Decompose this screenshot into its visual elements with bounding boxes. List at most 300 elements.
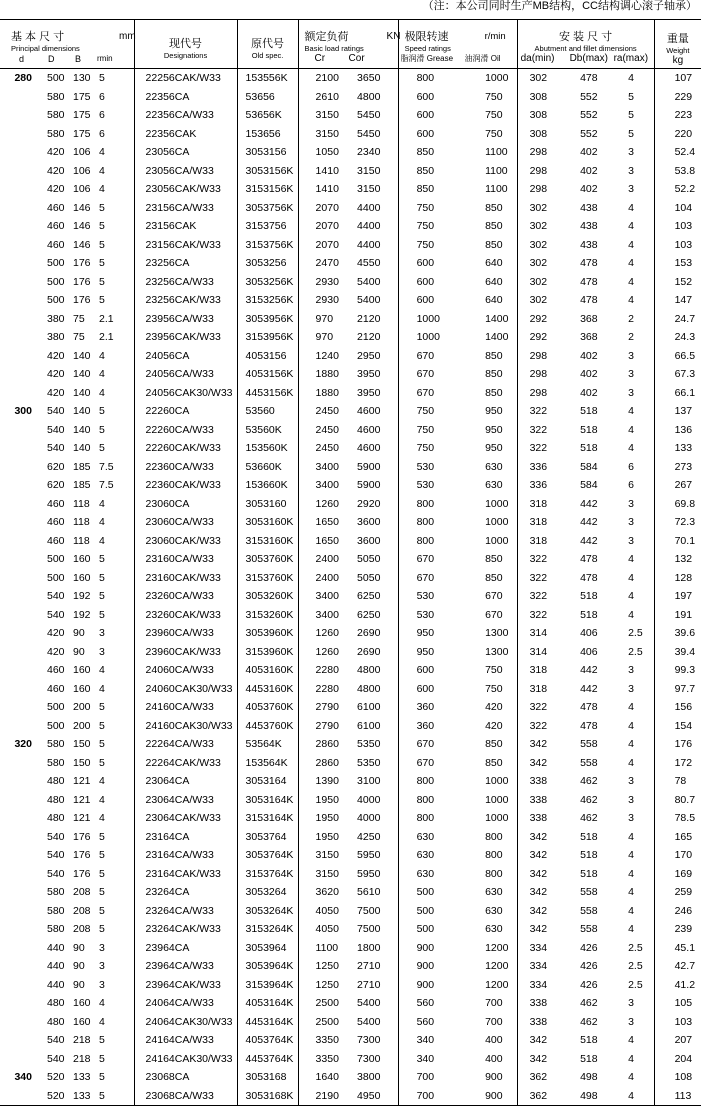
cell-cor: 4550 [357,257,381,269]
cell-da: 298 [517,180,563,199]
cell-db: 462 [580,812,598,824]
cell-da: 342 [517,735,563,754]
cell-old-spec: 3053256K [237,273,298,292]
cell-outer-d: 480 [47,812,65,824]
cell-d [0,328,38,347]
cell-grease-speed: 850 [398,143,457,162]
cell-weight: 105 [654,994,701,1013]
cell-ra: 3 [628,497,634,510]
cell-cr: 1640 [298,1068,353,1087]
cell-ra: 2.5 [628,627,643,639]
cell-weight: 239 [654,920,701,939]
cell-cor: 2340 [357,146,381,158]
cell-cor: 5350 [357,756,381,769]
cell-grease-speed: 600 [398,254,457,273]
cell-outer-d: 540 [47,849,65,861]
cell-cr: 1950 [298,828,353,847]
cell-cr: 1410 [298,180,353,199]
cell-ra: 4 [628,275,634,288]
cell-grease-speed: 670 [398,347,457,366]
cell-weight: 107 [654,69,701,88]
cell-db: 402 [580,386,598,399]
cell-da: 322 [517,698,563,717]
cell-da: 298 [517,347,563,366]
cell-weight: 170 [654,846,701,865]
cell-width-b: 140 [73,442,91,454]
cell-designation: 22260CA/W33 [134,421,237,440]
cell-db: 518 [580,405,598,417]
cell-d [0,939,38,958]
cell-da: 342 [517,920,563,939]
cell-db: 478 [580,72,598,84]
table-row [0,254,701,273]
cell-outer-d: 440 [47,978,65,991]
cell-ra: 6 [628,479,634,491]
cell-ra: 3 [628,812,634,824]
table-row [0,717,701,736]
cell-outer-d: 500 [47,72,65,84]
col-da: da(min) [520,53,555,64]
cell-width-b: 160 [73,1015,91,1028]
cell-outer-d: 500 [47,719,65,732]
cell-da: 318 [517,495,563,514]
table-row [0,162,701,181]
cell-old-spec: 4053764K [237,1031,298,1050]
cell-weight: 113 [654,1087,701,1106]
cell-oil-speed: 1200 [485,960,509,972]
cell-cr: 1410 [298,162,353,181]
cell-weight: 103 [654,236,701,255]
col-cr: Cr [314,53,326,64]
cell-da: 308 [517,88,563,107]
cell-grease-speed: 1000 [398,328,457,347]
cell-ra: 2.5 [628,941,643,954]
cell-grease-speed: 670 [398,569,457,588]
cell-d [0,883,38,902]
cell-outer-d: 580 [47,109,65,121]
cell-rmin: 3 [99,941,105,954]
cell-cor: 5400 [357,1015,381,1028]
cell-oil-speed: 1100 [485,183,508,195]
cell-outer-d: 420 [47,183,65,195]
cell-width-b: 218 [73,1034,91,1046]
cell-cor: 7300 [357,1052,381,1065]
cell-weight: 108 [654,1068,701,1087]
cell-weight: 147 [654,291,701,310]
cell-db: 478 [580,294,598,306]
cell-width-b: 175 [73,127,91,140]
cell-grease-speed: 500 [398,883,457,902]
cell-grease-speed: 850 [398,162,457,181]
designation-header [134,20,237,69]
cell-ra: 4 [628,886,634,898]
cell-outer-d: 420 [47,349,65,362]
cell-cr: 2190 [298,1087,353,1106]
cell-cor: 5450 [357,109,381,121]
table-row [0,69,701,88]
cell-oil-speed: 850 [485,738,503,750]
cell-old-spec: 3153160K [237,532,298,551]
cell-grease-speed: 750 [398,236,457,255]
cell-grease-speed: 630 [398,865,457,884]
cell-designation: 24160CA/W33 [134,698,237,717]
old-spec-title: 原代号 [251,38,285,50]
speed-title: 极限转速 [404,31,449,43]
cell-rmin: 3 [99,960,105,972]
dims-title: 基 本 尺 寸 [11,31,65,43]
cell-outer-d: 500 [47,553,65,565]
cell-designation: 23160CAK/W33 [134,569,237,588]
cell-width-b: 208 [73,923,91,935]
cell-weight: 103 [654,1013,701,1032]
cell-cr: 1250 [298,957,353,976]
cell-cr: 2100 [298,69,353,88]
cell-weight: 156 [654,698,701,717]
cell-oil-speed: 800 [485,867,503,880]
cell-cor: 5400 [357,275,381,288]
cell-designation: 23960CA/W33 [134,624,237,643]
cell-db: 558 [580,904,598,917]
cell-old-spec: 3053756K [237,199,298,218]
cell-oil-speed: 420 [485,701,503,713]
cell-da: 362 [517,1068,563,1087]
cell-oil-speed: 1000 [485,72,509,84]
cell-ra: 4 [628,849,634,861]
cell-designation: 22356CAK [134,125,237,144]
cell-cr: 3400 [298,587,353,606]
cell-outer-d: 520 [47,1071,65,1083]
cell-outer-d: 420 [47,386,65,399]
cell-oil-speed: 700 [485,997,503,1009]
cell-da: 342 [517,754,563,773]
cell-da: 322 [517,569,563,588]
dims-header [0,20,134,69]
cell-ra: 4 [628,553,634,565]
cell-width-b: 185 [73,460,91,473]
cell-ra: 4 [628,590,634,602]
cell-outer-d: 480 [47,793,65,806]
cell-rmin: 5 [99,738,105,750]
cell-outer-d: 540 [47,590,65,602]
cell-db: 368 [580,331,598,343]
cell-outer-d: 500 [47,294,65,306]
cell-width-b: 200 [73,719,91,732]
cell-outer-d: 480 [47,1015,65,1028]
cell-grease-speed: 750 [398,217,457,236]
table-row [0,1031,701,1050]
cell-weight: 78.5 [654,809,701,828]
cell-cor: 3600 [357,534,381,547]
cell-outer-d: 540 [47,423,65,436]
cell-designation: 23264CA [134,883,237,902]
cell-d [0,365,38,384]
cell-d [0,791,38,810]
cell-grease-speed: 340 [398,1031,457,1050]
cell-rmin: 4 [99,386,105,399]
cell-grease-speed: 800 [398,532,457,551]
cell-rmin: 7.5 [99,479,114,491]
cell-cor: 5950 [357,849,381,861]
col-rmin: rmin [97,54,113,63]
cell-cor: 4250 [357,830,381,843]
cell-rmin: 5 [99,275,105,288]
cell-ra: 3 [628,997,634,1009]
cell-da: 302 [517,69,563,88]
cell-cor: 7300 [357,1034,381,1046]
cell-da: 336 [517,458,563,477]
cell-oil-speed: 750 [485,109,503,121]
cell-ra: 4 [628,867,634,880]
cell-da: 342 [517,846,563,865]
cell-cr: 1260 [298,624,353,643]
cell-cor: 6250 [357,590,381,602]
cell-width-b: 146 [73,220,91,232]
cell-outer-d: 460 [47,497,65,510]
cell-ra: 5 [628,109,634,121]
table-row [0,791,701,810]
cell-oil-speed: 630 [485,923,503,935]
cell-cr: 2070 [298,217,353,236]
cell-width-b: 150 [73,756,91,769]
cell-d [0,217,38,236]
table-row [0,828,701,847]
cell-old-spec: 3053168K [237,1087,298,1106]
cell-db: 518 [580,608,598,621]
cell-ra: 4 [628,1034,634,1046]
cell-d [0,199,38,218]
cell-db: 442 [580,497,598,510]
cell-da: 314 [517,643,563,662]
table-row [0,698,701,717]
cell-width-b: 90 [73,978,85,991]
table-row [0,587,701,606]
cell-ra: 4 [628,1071,634,1083]
cell-oil-speed: 640 [485,294,503,306]
cell-old-spec: 3053164K [237,791,298,810]
cell-d [0,273,38,292]
cell-designation: 23164CA [134,828,237,847]
cell-weight: 246 [654,902,701,921]
cell-rmin: 4 [99,793,105,806]
cell-cr: 2610 [298,88,353,107]
cell-oil-speed: 420 [485,719,503,732]
cell-d [0,125,38,144]
cell-cor: 3950 [357,386,381,399]
cell-oil-speed: 1300 [485,645,509,658]
cell-oil-speed: 950 [485,442,503,454]
cell-da: 342 [517,828,563,847]
cell-grease-speed: 900 [398,939,457,958]
cell-designation: 23068CA [134,1068,237,1087]
cell-outer-d: 420 [47,368,65,380]
load-subtitle: Basic load ratings [304,44,364,53]
cell-d [0,994,38,1013]
cell-grease-speed: 700 [398,1068,457,1087]
cell-width-b: 140 [73,349,91,362]
cell-oil-speed: 1000 [485,812,509,824]
cell-cor: 2120 [357,331,381,343]
cell-designation: 23056CA [134,143,237,162]
cell-db: 402 [580,183,598,195]
cell-weight: 104 [654,199,701,218]
cell-designation: 23060CA [134,495,237,514]
cell-d [0,957,38,976]
col-d: d [19,54,25,64]
cell-outer-d: 460 [47,664,65,676]
cell-width-b: 118 [73,516,90,528]
cell-oil-speed: 950 [485,423,503,436]
cell-designation: 23160CA/W33 [134,550,237,569]
cell-old-spec: 4053164K [237,994,298,1013]
cell-weight: 267 [654,476,701,495]
cell-old-spec: 153660K [237,476,298,495]
cell-rmin: 5 [99,442,105,454]
cell-rmin: 5 [99,294,105,306]
cell-old-spec: 3053168 [237,1068,298,1087]
cell-db: 518 [580,590,598,602]
table-row [0,328,701,347]
cell-weight: 42.7 [654,957,701,976]
cell-width-b: 176 [73,849,91,861]
cell-designation: 23260CAK/W33 [134,606,237,625]
cell-db: 584 [580,479,598,491]
cell-weight: 137 [654,402,701,421]
cell-rmin: 4 [99,664,105,676]
cell-designation: 24164CA/W33 [134,1031,237,1050]
cell-d [0,976,38,995]
cell-oil-speed: 850 [485,553,503,565]
table-row [0,754,701,773]
cell-d [0,1013,38,1032]
cell-da: 322 [517,587,563,606]
cell-width-b: 106 [73,146,91,158]
cell-width-b: 208 [73,904,91,917]
cell-db: 438 [580,220,598,232]
cell-width-b: 130 [73,72,91,84]
cell-width-b: 75 [73,312,85,325]
cell-old-spec: 3153256K [237,291,298,310]
cell-rmin: 5 [99,1052,105,1065]
speed-unit: r/min [484,31,506,42]
cell-db: 462 [580,997,598,1009]
cell-db: 462 [580,775,598,787]
cell-d [0,458,38,477]
cell-cr: 3150 [298,125,353,144]
cell-grease-speed: 500 [398,920,457,939]
cell-old-spec: 3053156K [237,162,298,181]
cell-d [0,569,38,588]
cell-da: 314 [517,624,563,643]
cell-oil-speed: 1300 [485,627,509,639]
cell-d [0,291,38,310]
cell-old-spec: 153560K [237,439,298,458]
cell-db: 438 [580,238,598,251]
cell-ra: 4 [628,294,634,306]
cell-cr: 1250 [298,976,353,995]
cell-db: 552 [580,127,598,140]
cell-cor: 5900 [357,460,381,473]
cell-grease-speed: 750 [398,421,457,440]
cell-ra: 4 [628,72,634,84]
cell-old-spec: 4053160K [237,661,298,680]
table-row [0,902,701,921]
cell-outer-d: 540 [47,405,65,417]
cell-d [0,698,38,717]
cell-weight: 80.7 [654,791,701,810]
cell-rmin: 5 [99,756,105,769]
cell-db: 406 [580,627,598,639]
cell-ra: 3 [628,164,634,177]
cell-rmin: 4 [99,368,105,380]
cell-db: 462 [580,793,598,806]
cell-cr: 2450 [298,421,353,440]
cell-old-spec: 4453760K [237,717,298,736]
cell-grease-speed: 360 [398,717,457,736]
cell-oil-speed: 1000 [485,775,509,787]
cell-weight: 78 [654,772,701,791]
table-row [0,569,701,588]
cell-cor: 6100 [357,719,381,732]
cell-width-b: 175 [73,90,91,103]
cell-grease-speed: 670 [398,550,457,569]
cell-outer-d: 460 [47,238,65,251]
cell-outer-d: 420 [47,627,65,639]
cell-db: 552 [580,109,598,121]
cell-rmin: 4 [99,534,105,547]
cell-da: 338 [517,1013,563,1032]
cell-cr: 3350 [298,1050,353,1069]
table-row [0,88,701,107]
table-row [0,865,701,884]
cell-width-b: 160 [73,664,91,676]
cell-d [0,310,38,329]
cell-d [0,88,38,107]
cell-ra: 2.5 [628,978,643,991]
cell-old-spec: 4053156 [237,347,298,366]
cell-grease-speed: 700 [398,1087,457,1106]
cell-cor: 3950 [357,368,381,380]
load-title: 额定负荷 [304,31,349,43]
cell-outer-d: 580 [47,127,65,140]
cell-width-b: 121 [73,775,91,787]
cell-outer-d: 540 [47,830,65,843]
cell-grease-speed: 360 [398,698,457,717]
cell-oil-speed: 1200 [485,941,509,954]
cell-old-spec: 4053156K [237,365,298,384]
cell-ra: 4 [628,923,634,935]
cell-weight: 41.2 [654,976,701,995]
cell-db: 402 [580,164,598,177]
cell-old-spec: 153656 [237,125,298,144]
table-row [0,402,701,421]
cell-old-spec: 3053156 [237,143,298,162]
cell-db: 558 [580,923,598,935]
cell-da: 302 [517,291,563,310]
cell-ra: 3 [628,349,634,362]
cell-ra: 3 [628,664,634,676]
cell-db: 426 [580,960,598,972]
cell-cor: 4950 [353,1087,398,1106]
cell-oil-speed: 1100 [485,146,508,158]
cell-d [0,1050,38,1069]
table-row [0,1087,701,1106]
cell-da: 334 [517,976,563,995]
cell-rmin: 4 [99,164,105,177]
cell-da: 342 [517,902,563,921]
cell-rmin: 6 [99,109,105,121]
cell-designation: 23256CA [134,254,237,273]
cell-designation: 22356CA [134,88,237,107]
